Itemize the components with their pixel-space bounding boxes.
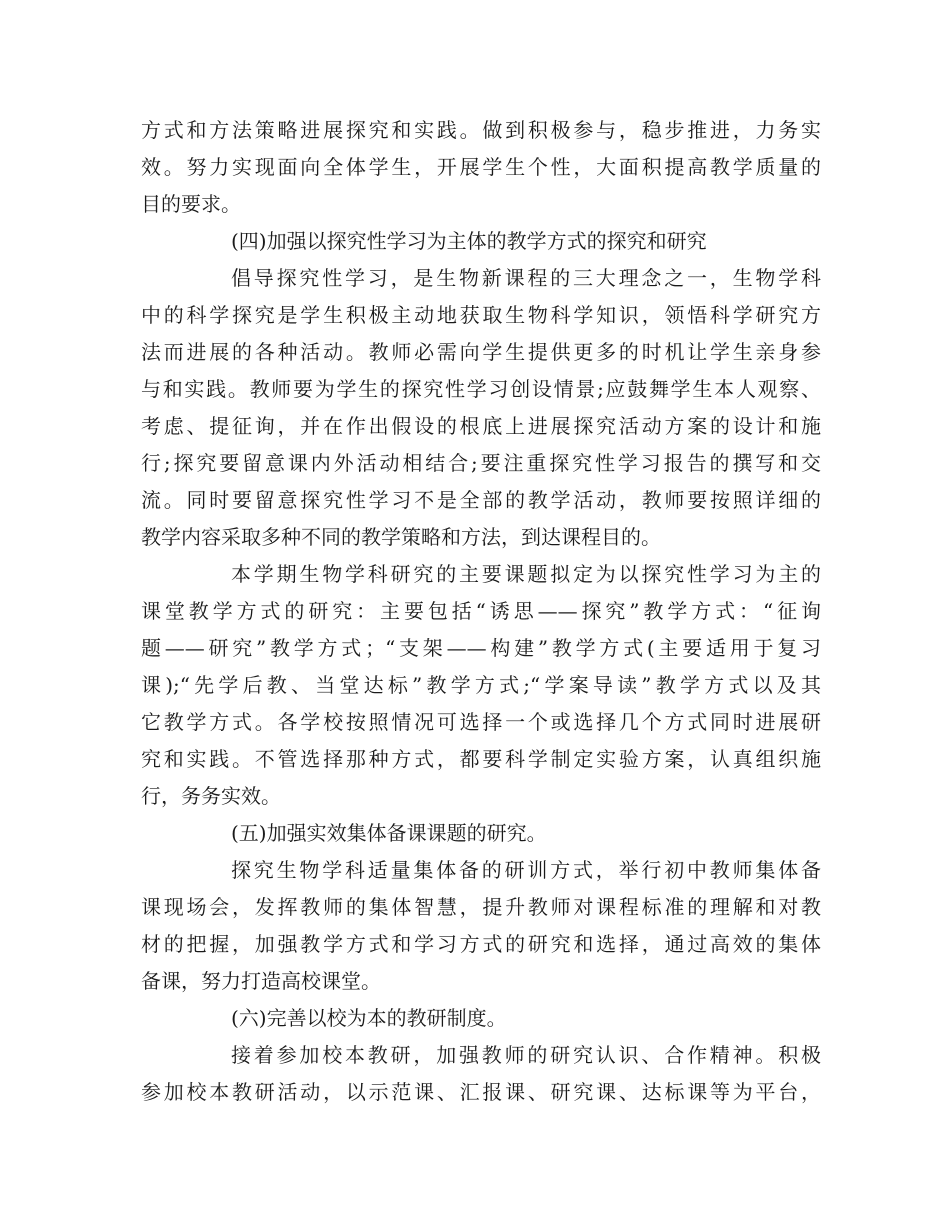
body-line: 本学期生物学科研究的主要课题拟定为以探究性学习为主的 bbox=[231, 562, 821, 586]
body-line: 探究生物学科适量集体备的研训方式，举行初中教师集体备 bbox=[231, 858, 821, 882]
document-body bbox=[141, 112, 821, 1111]
body-line: 中的科学探究是学生积极主动地获取生物科学知识，领悟科学研究方 bbox=[141, 303, 821, 327]
body-line: 教学内容采取多种不同的教学策略和方法，到达课程目的。 bbox=[141, 525, 661, 549]
section-heading-6: (六)完善以校为本的教研制度。 bbox=[231, 1006, 507, 1030]
body-line: 效。努力实现面向全体学生，开展学生个性，大面积提高教学质量的 bbox=[141, 155, 821, 179]
section-heading-4: (四)加强以探究性学习为主体的教学方式的探究和研究 bbox=[231, 229, 707, 253]
body-line: 接着参加校本教研，加强教师的研究认识、合作精神。积极 bbox=[231, 1043, 821, 1067]
body-line: 参加校本教研活动，以示范课、汇报课、研究课、达标课等为平台， bbox=[141, 1080, 821, 1104]
body-line: 考虑、提征询，并在作出假设的根底上进展探究活动方案的设计和施 bbox=[141, 414, 821, 438]
body-line: 课);“先学后教、当堂达标”教学方式;“学案导读”教学方式以及其 bbox=[141, 673, 821, 697]
body-line: 材的把握，加强教学方式和学习方式的研究和选择，通过高效的集体 bbox=[141, 932, 821, 956]
body-line: 究和实践。不管选择那种方式，都要科学制定实验方案，认真组织施 bbox=[141, 747, 821, 771]
body-line: 行;探究要留意课内外活动相结合;要注重探究性学习报告的撰写和交 bbox=[141, 451, 821, 475]
body-line: 课堂教学方式的研究：主要包括“诱思——探究”教学方式：“征询 bbox=[141, 599, 821, 623]
body-line: 题——研究”教学方式；“支架——构建”教学方式(主要适用于复习 bbox=[141, 636, 821, 660]
body-line: 目的要求。 bbox=[141, 192, 241, 216]
body-line: 方式和方法策略进展探究和实践。做到积极参与，稳步推进，力务实 bbox=[141, 118, 821, 142]
body-line: 倡导探究性学习，是生物新课程的三大理念之一，生物学科 bbox=[231, 266, 821, 290]
body-line: 课现场会，发挥教师的集体智慧，提升教师对课程标准的理解和对教 bbox=[141, 895, 821, 919]
body-line: 与和实践。教师要为学生的探究性学习创设情景;应鼓舞学生本人观察、 bbox=[141, 377, 821, 401]
body-line: 它教学方式。各学校按照情况可选择一个或选择几个方式同时进展研 bbox=[141, 710, 821, 734]
body-line: 流。同时要留意探究性学习不是全部的教学活动，教师要按照详细的 bbox=[141, 488, 821, 512]
body-line: 备课，努力打造高校课堂。 bbox=[141, 969, 381, 993]
section-heading-5: (五)加强实效集体备课课题的研究。 bbox=[231, 821, 547, 845]
body-line: 行，务务实效。 bbox=[141, 784, 281, 808]
body-line: 法而进展的各种活动。教师必需向学生提供更多的时机让学生亲身参 bbox=[141, 340, 821, 364]
